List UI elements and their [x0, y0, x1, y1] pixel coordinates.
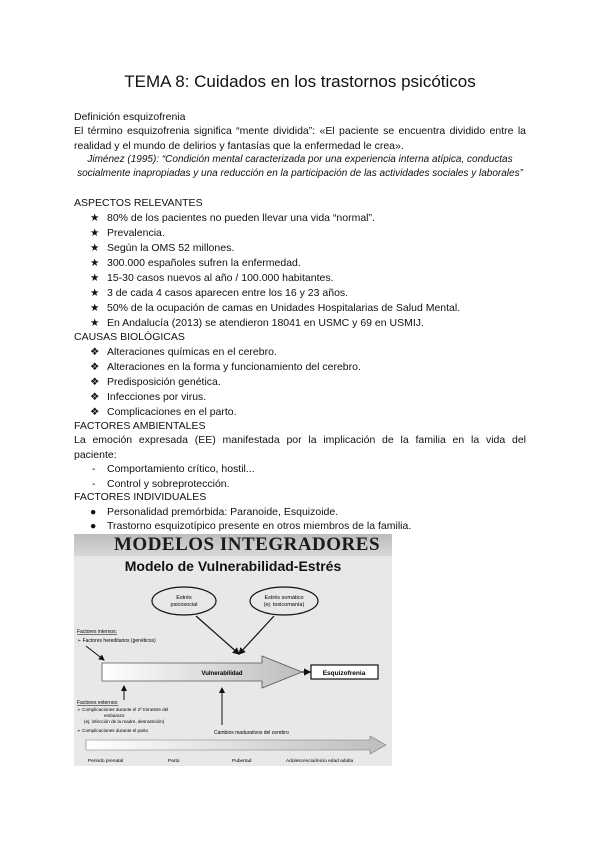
- individuales-heading: FACTORES INDIVIDUALES: [74, 491, 207, 503]
- externos-item-2: ➢ Complicaciones durante el parto: [77, 728, 149, 733]
- list-item: Predisposición genética.: [107, 376, 221, 388]
- periodo-adolescencia-label: Adolescencia/inicio edad adulta: [286, 759, 354, 764]
- list-item: Comportamiento crítico, hostil...: [107, 463, 255, 475]
- vulnerability-stress-model-figure: [74, 534, 392, 766]
- figure-diagram: [74, 534, 392, 766]
- timeline-arrow: [86, 736, 386, 754]
- estres-psicosocial-ellipse: [152, 587, 216, 615]
- aspectos-heading: ASPECTOS RELEVANTES: [74, 197, 203, 209]
- list-item: Prevalencia.: [107, 227, 165, 239]
- internos-title: Factores internos:: [77, 629, 118, 635]
- list-item: 300.000 españoles sufren la enfermedad.: [107, 257, 301, 269]
- externos-item-1a: ➢ Complicaciones durante el 2º trimestre del: [77, 707, 169, 712]
- list-item: Alteraciones químicas en el cerebro.: [107, 346, 277, 358]
- dash-bullet: -: [92, 478, 96, 490]
- diamond-bullet-icon: ❖: [90, 406, 100, 418]
- periodo-prenatal-label: Periodo prenatal: [88, 759, 124, 764]
- arrow-somatico: [239, 616, 274, 654]
- causas-heading: CAUSAS BIOLÓGICAS: [74, 331, 185, 343]
- star-bullet-icon: ★: [90, 272, 100, 284]
- arrow-psicosocial: [196, 616, 239, 654]
- dot-bullet-icon: ●: [90, 506, 97, 518]
- star-bullet-icon: ★: [90, 302, 100, 314]
- figure-banner-title: MODELOS INTEGRADORES: [114, 534, 381, 555]
- externos-item-1c: (ej: infección de la madre, desnutrición): [84, 719, 165, 724]
- list-item: 3 de cada 4 casos aparecen entre los 16 y 23 años.: [107, 287, 349, 299]
- internos-item: ➢ Factores hereditarios (genéticos): [77, 638, 156, 644]
- list-item: 50% de la ocupación de camas en Unidades Hospitalarias de Salud Mental.: [107, 302, 461, 314]
- figure-subtitle: Modelo de Vulnerabilidad-Estrés: [124, 558, 342, 574]
- definicion-quote: Jiménez (1995): “Condición mental caracterizada por una experiencia interna atípica, conductas socialmente inapropiadas y una reducción en la participación de las actividades sociales y laborales”: [77, 154, 523, 179]
- cambios-label: Cambios madurativos del cerebro: [214, 730, 289, 736]
- diamond-bullet-icon: ❖: [90, 346, 100, 358]
- list-item: Complicaciones en el parto.: [107, 406, 237, 418]
- list-item: Infecciones por virus.: [107, 391, 207, 403]
- star-bullet-icon: ★: [90, 317, 100, 329]
- ambientales-text: La emoción expresada (EE) manifestada por la implicación de la familia en la vida del paciente:: [74, 434, 526, 461]
- estres-psicosocial-label-2: psicosocial: [170, 602, 198, 608]
- list-item: Personalidad premórbida: Paranoide, Esquizoide.: [107, 506, 339, 518]
- star-bullet-icon: ★: [90, 242, 100, 254]
- estres-somatico-ellipse: [250, 587, 318, 615]
- star-bullet-icon: ★: [90, 287, 100, 299]
- star-bullet-icon: ★: [90, 212, 100, 224]
- list-item: 80% de los pacientes no pueden llevar una vida “normal”.: [107, 212, 375, 224]
- definicion-text: El término esquizofrenia significa “mente dividida”: «El paciente se encuentra dividido entre la realidad y el mundo de delirios y fantasías que la enfermedad le crea».: [74, 125, 526, 152]
- star-bullet-icon: ★: [90, 257, 100, 269]
- list-item: Alteraciones en la forma y funcionamiento del cerebro.: [107, 361, 361, 373]
- dot-bullet-icon: ●: [90, 520, 97, 532]
- estres-psicosocial-label-1: Estrés: [176, 595, 192, 601]
- list-item: 15-30 casos nuevos al año / 100.000 habitantes.: [107, 272, 334, 284]
- list-item: En Andalucía (2013) se atendieron 18041 en USMC y 69 en USMIJ.: [107, 317, 424, 329]
- list-item: Trastorno esquizotípico presente en otros miembros de la familia.: [107, 520, 412, 532]
- periodo-parto-label: Parto: [168, 759, 180, 764]
- estres-somatico-label-1: Estrés somático: [264, 595, 304, 601]
- diamond-bullet-icon: ❖: [90, 376, 100, 388]
- arrow-internos: [86, 646, 104, 660]
- list-item: Control y sobreprotección.: [107, 478, 230, 490]
- diamond-bullet-icon: ❖: [90, 391, 100, 403]
- list-item: Según la OMS 52 millones.: [107, 242, 235, 254]
- ambientales-heading: FACTORES AMBIENTALES: [74, 420, 206, 432]
- periodo-pubertad-label: Pubertad: [232, 759, 252, 764]
- externos-item-1b: embarazo: [104, 713, 125, 718]
- estres-somatico-label-2: (ej: toxicomanía): [263, 602, 305, 608]
- externos-title: Factores externos:: [77, 700, 119, 706]
- diamond-bullet-icon: ❖: [90, 361, 100, 373]
- star-bullet-icon: ★: [90, 227, 100, 239]
- esquizofrenia-label: Esquizofrenia: [322, 670, 366, 677]
- vulnerabilidad-label: Vulnerabilidad: [201, 671, 243, 677]
- definicion-heading: Definición esquizofrenia: [74, 111, 186, 123]
- page-title: TEMA 8: Cuidados en los trastornos psicóticos: [124, 72, 476, 91]
- dash-bullet: -: [92, 463, 96, 475]
